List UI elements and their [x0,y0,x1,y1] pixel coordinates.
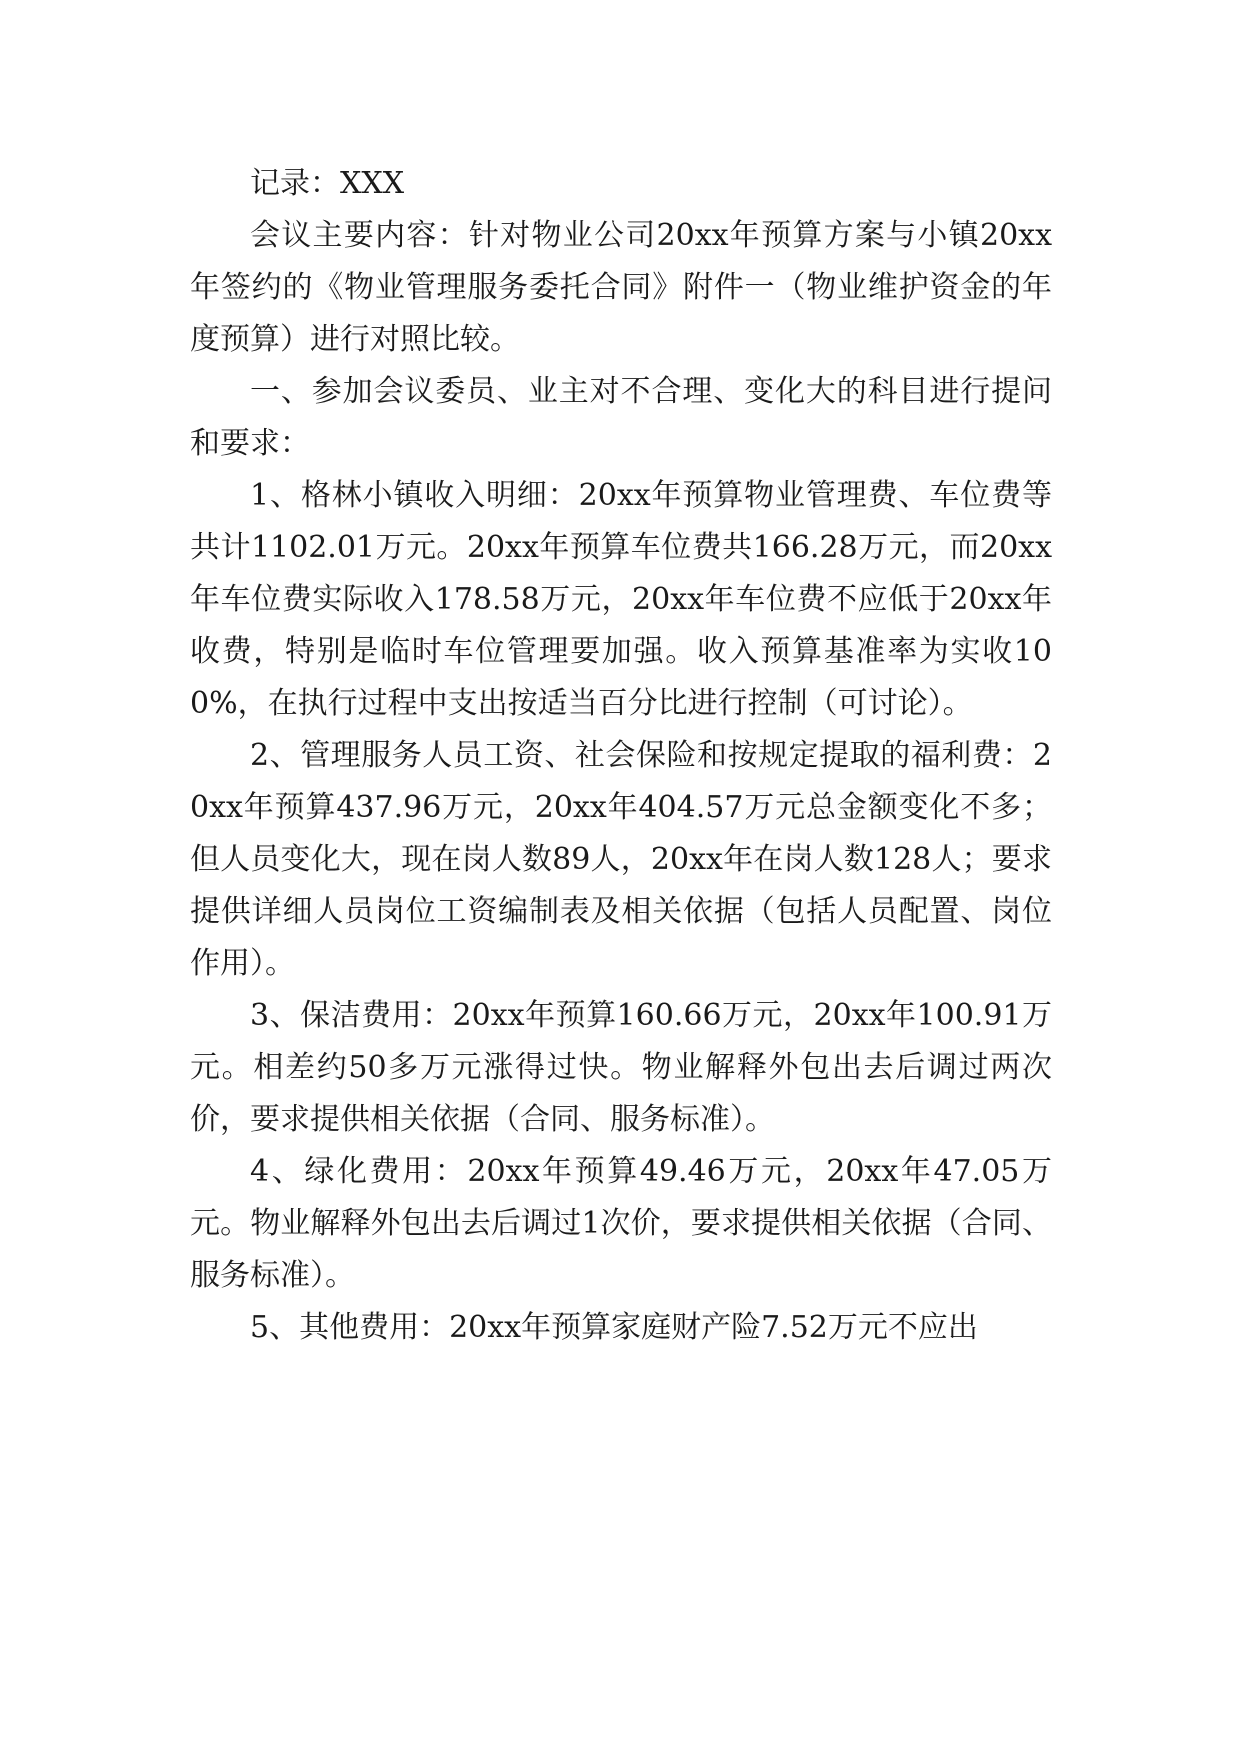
document-body [190,158,1052,1354]
meeting-content-paragraph: 会议主要内容：针对物业公司20xx年预算方案与小镇20xx年签约的《物业管理服务委托合同》附件一（物业维护资金的年度预算）进行对照比较。 [190,218,1052,357]
item-3-cleaning: 3、保洁费用：20xx年预算160.66万元，20xx年100.91万元。相差约50多万元涨得过快。物业解释外包出去后调过两次价，要求提供相关依据（合同、服务标准）。 [190,998,1052,1137]
recorder-line: 记录：XXX [250,166,405,201]
section-heading-1: 一、参加会议委员、业主对不合理、变化大的科目进行提问和要求： [190,374,1052,461]
item-5-other: 5、其他费用：20xx年预算家庭财产险7.52万元不应出 [250,1310,978,1345]
item-4-greening: 4、绿化费用：20xx年预算49.46万元，20xx年47.05万元。物业解释外包出去后调过1次价，要求提供相关依据（合同、服务标准）。 [190,1154,1052,1293]
item-2-salaries: 2、管理服务人员工资、社会保险和按规定提取的福利费：20xx年预算437.96万元，20xx年404.57万元总金额变化不多；但人员变化大，现在岗人数89人，20xx年在岗人数128人；要求提供详细人员岗位工资编制表及相关依据（包括人员配置、岗位作用）。 [190,738,1052,981]
item-1-income: 1、格林小镇收入明细：20xx年预算物业管理费、车位费等共计1102.01万元。20xx年预算车位费共166.28万元，而20xx年车位费实际收入178.58万元，20xx年车位费不应低于20xx年收费，特别是临时车位管理要加强。收入预算基准率为实收100%，在执行过程中支出按适当百分比进行控制（可讨论）。 [190,478,1052,721]
